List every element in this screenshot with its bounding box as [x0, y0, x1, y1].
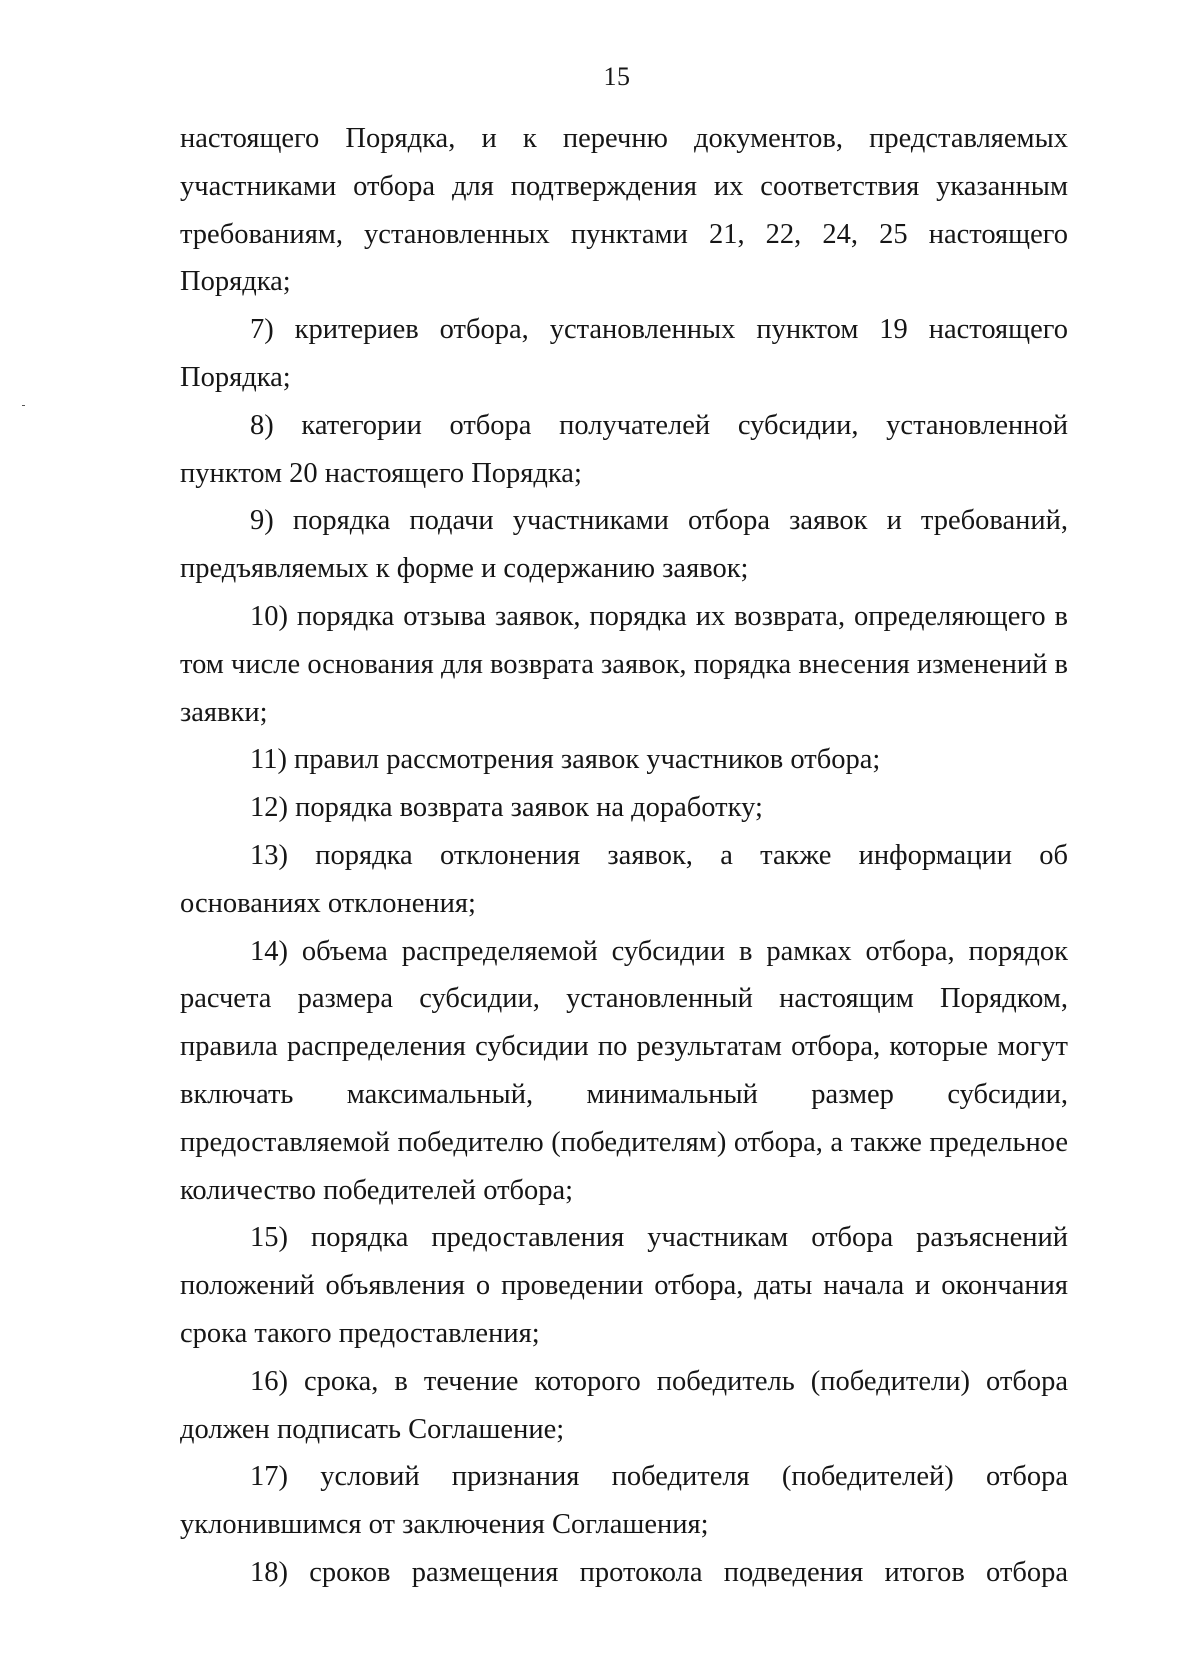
list-item-12: 12) порядка возврата заявок на доработку;: [250, 792, 763, 824]
page-number: 15: [603, 62, 631, 91]
list-item-15: 15) порядка предоставления участникам отбора разъяснений положений объявления о проведении отбора, даты начала и окончания срока такого предоставления;: [180, 1222, 1068, 1349]
paragraph-continuation: настоящего Порядка, и к перечню документов, представляемых участниками отбора для подтверждения их соответствия указанным требованиям, установленных пунктами 21, 22, 24, 25 настоящего Порядка;: [180, 123, 1068, 298]
list-item-16: 16) срока, в течение которого победитель (победители) отбора должен подписать Соглашение;: [180, 1365, 1068, 1445]
list-item-7: 7) критериев отбора, установленных пунктом 19 настоящего Порядка;: [180, 314, 1068, 393]
list-item-14: 14) объема распределяемой субсидии в рамках отбора, порядок расчета размера субсидии, установленный настоящим Порядком, правила распределения субсидии по результатам отбора, которые могут включать максимальный, минимальный размер субсидии, предоставляемой победителю (победителям) отбора, а также предельное количество победителей отбора;: [180, 935, 1068, 1206]
list-item-10: 10) порядка отзыва заявок, порядка их возврата, определяющего в том числе основания для возврата заявок, порядка внесения изменений в заявки;: [180, 600, 1068, 728]
scan-artifact: [22, 405, 25, 406]
list-item-17: 17) условий признания победителя (победителей) отбора уклонившимся от заключения Соглашения;: [180, 1461, 1068, 1541]
list-item-8: 8) категории отбора получателей субсидии, установленной пунктом 20 настоящего Порядка;: [180, 409, 1068, 489]
list-item-13: 13) порядка отклонения заявок, а также информации об основаниях отклонения;: [180, 839, 1068, 919]
list-item-9: 9) порядка подачи участниками отбора заявок и требований, предъявляемых к форме и содержанию заявок;: [180, 505, 1068, 585]
list-item-11: 11) правил рассмотрения заявок участников отбора;: [250, 744, 881, 776]
document-body: [180, 115, 1068, 1597]
list-item-18: 18) сроков размещения протокола подведения итогов отбора: [250, 1556, 1068, 1588]
